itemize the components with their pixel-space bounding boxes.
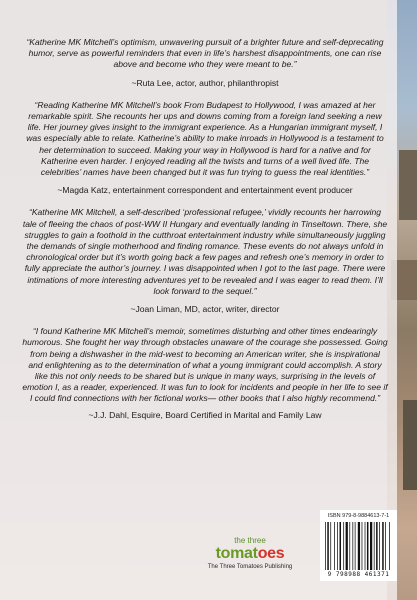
logo-small-text: the three [234, 536, 266, 545]
quote-magda-katz: “Reading Katherine MK Mitchell’s book From Budapest to Hollywood, I was amazed at her remarkable spirit. She recounts her ups and downs coming from a foreign land seeking a new life. Her journey gives insight to the immigrant experience. As a Hungarian immigrant myself, I was especially able to relate. Katherine’s ability to make inroads in Hollywood is a testament to her determination to succeed. Making your way in Hollywood is hard for a native and for Katherine even harder. I enjoyed reading all the twists and turns of a well lived life. The celebrities’ names have been changed but it was fun trying to guess the real identities.” [26, 99, 384, 178]
quote-jj-dahl: “I found Katherine MK Mitchell’s memoir, sometimes disturbing and other times endearingly humorous. She fought her way through obstacles unaware of the courage she possessed. Going from being a dishwasher in the mid-west to becoming an American writer, she is inspirational and enlightening as to the determination of what a young immigrant could accomplish. A story like this not only needs to be shared but is unique in many ways, surprising in the levels of emotion I, as a reader, experienced. It was fun to look for incidents and people in her life to see if I could find connections with her fictional works— other books that I also highly recommend.” [22, 326, 388, 404]
attribution-ruta-lee: ~Ruta Lee, actor, author, philanthropist [131, 77, 279, 88]
testimonials [22, 37, 388, 421]
attribution-magda-katz: ~Magda Katz, entertainment correspondent and entertainment event producer [57, 185, 353, 196]
attribution-joan-liman: ~Joan Liman, MD, actor, writer, director [130, 304, 280, 315]
logo-wordmark: tomatoes [215, 545, 285, 562]
isbn-label: ISBN 979-8-9884613-7-1 [327, 513, 390, 519]
attribution-jj-dahl: ~J.J. Dahl, Esquire, Board Certified in Marital and Family Law [88, 409, 322, 420]
quote-joan-liman: “Katherine MK Mitchell, a self-described ‘professional refugee,’ vividly recounts her harrowing tale of fleeing the chaos of post-WW II Hungary and eventually landing in Tinseltown. There, she struggles to gain a foothold in the cutthroat entertainment industry while simultaneously juggling the demands of single motherhood and finding romance. These events do not always unfold in chronological order but it’s worth going back a few pages and refresh one’s memory in order to fully appreciate the author’s journey. I was disappointed when I got to the last page. There were intimations of more interesting adventures yet to be revealed and I was eager to read them. I’ll look forward to the sequel.” [22, 207, 388, 296]
barcode-number: 9 798988 461371 [327, 571, 390, 578]
tomato-letters: oes [257, 545, 285, 562]
quote-ruta-lee: “Katherine MK Mitchell’s optimism, unwavering pursuit of a brighter future and self-deprecating humor, serve as powerful reminders that even in life’s harshest disappointments, one can rise above and become who they were meant to be.” [26, 37, 384, 70]
publisher-name: The Three Tomatoes Publishing [207, 564, 293, 570]
isbn-barcode [320, 510, 397, 581]
barcode-bars [325, 522, 392, 570]
publisher-logo [190, 536, 310, 586]
